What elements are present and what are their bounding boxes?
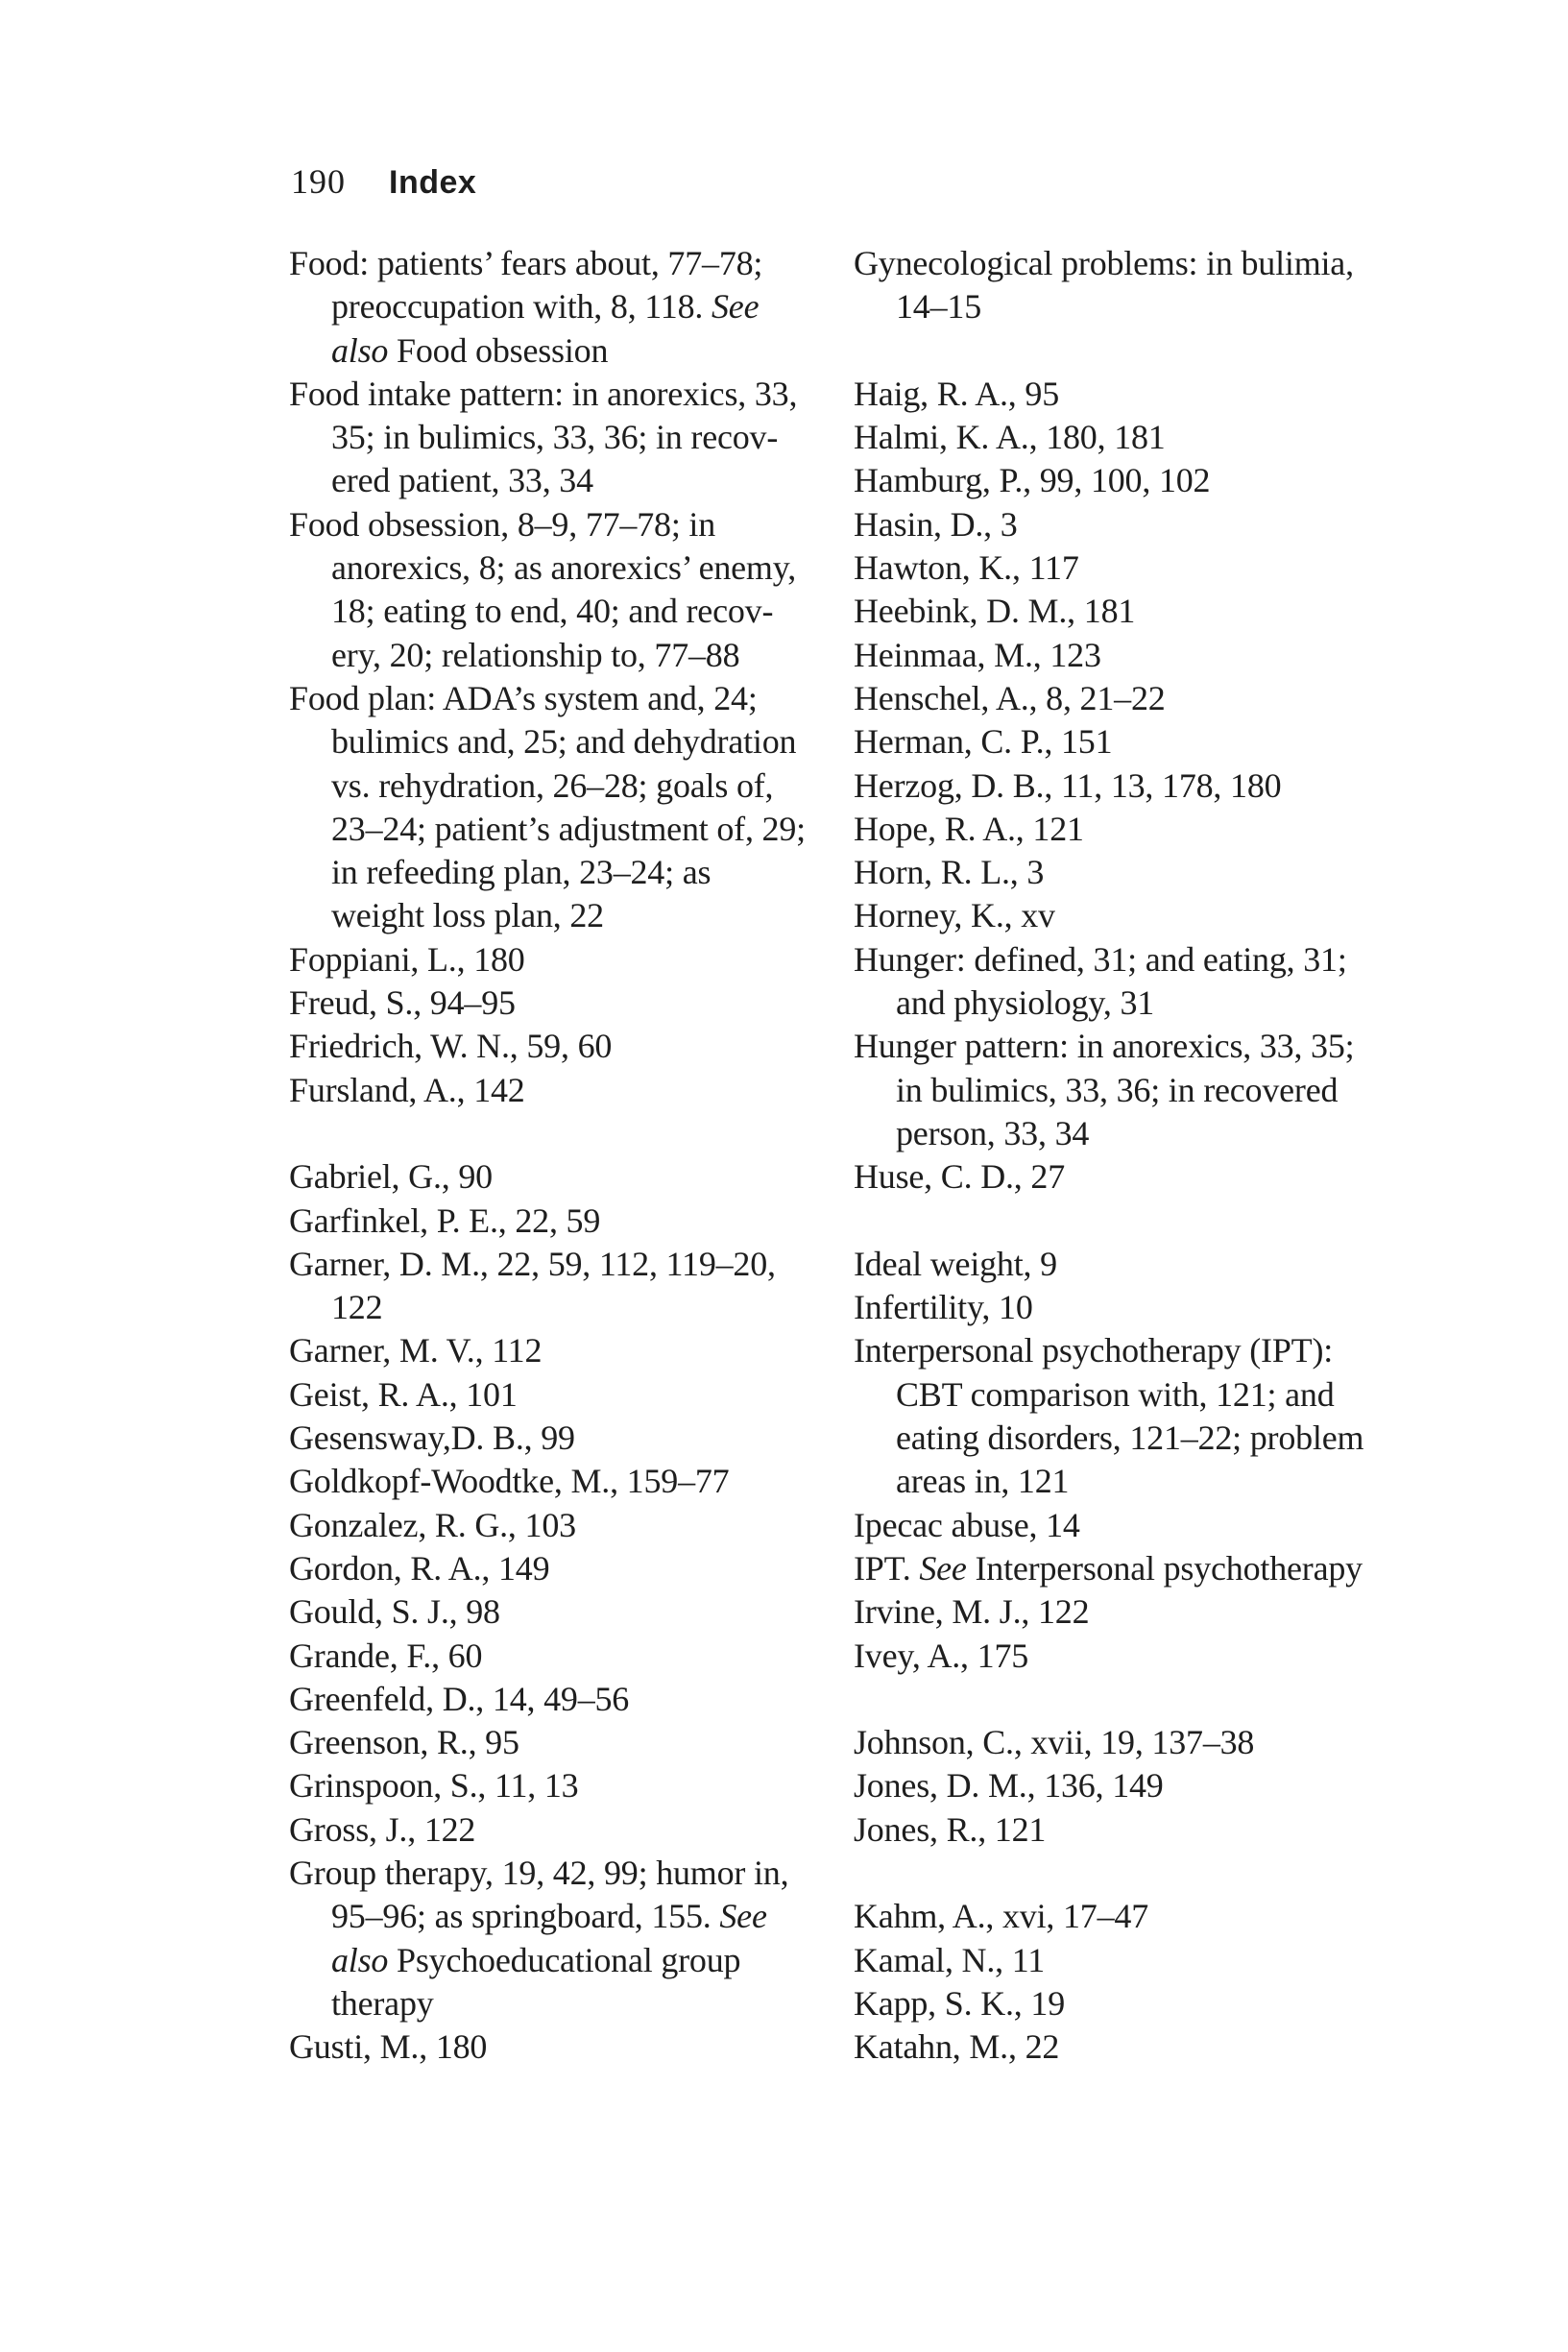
index-line [854, 1895, 1568, 1938]
index-text-run: 14–15 [896, 287, 982, 327]
index-text-run: Gusti, M., 180 [289, 2027, 488, 2067]
index-text-run: Kahm, A., xvi, 17–47 [854, 1897, 1148, 1936]
index-text-run: ered patient, 33, 34 [331, 461, 593, 500]
index-line [854, 808, 1568, 851]
index-text-run: in refeeding plan, 23–24; as [331, 853, 712, 892]
index-text-run: Halmi, K. A., 180, 181 [854, 418, 1166, 457]
index-line [854, 546, 1568, 590]
index-text-run: Hope, R. A., 121 [854, 809, 1084, 848]
index-text-run: Gonzalez, R. G., 103 [289, 1505, 576, 1544]
index-line [854, 1025, 1568, 1068]
index-text-run: Garfinkel, P. E., 22, 59 [289, 1200, 601, 1240]
index-text-run: Kamal, N., 11 [854, 1940, 1046, 1979]
index-text-run: ery, 20; relationship to, 77–88 [331, 635, 740, 674]
index-line [289, 2025, 852, 2069]
index-text-run: Horn, R. L., 3 [854, 853, 1045, 892]
index-text-run: Huse, C. D., 27 [854, 1157, 1065, 1197]
index-line [289, 1329, 852, 1372]
index-text-run: Interpersonal psychotherapy [966, 1548, 1363, 1588]
index-line [289, 1547, 852, 1590]
index-line [854, 242, 1568, 285]
index-line [289, 1721, 852, 1764]
index-text-run: Food obsession, 8–9, 77–78; in [289, 504, 716, 544]
index-line [289, 1504, 852, 1547]
index-text-run: bulimics and, 25; and dehydration [331, 722, 797, 762]
index-text-run: Ivey, A., 175 [854, 1636, 1029, 1675]
index-text-run: Hawton, K., 117 [854, 548, 1079, 588]
index-line [289, 764, 852, 808]
index-text-run: Psychoeducational group [388, 1940, 741, 1979]
index-column-left [289, 242, 852, 2069]
index-text-run: Food plan: ADA’s system and, 24; [289, 678, 758, 717]
index-text-run: 122 [331, 1288, 383, 1327]
index-line [289, 1635, 852, 1678]
index-line [854, 1417, 1568, 1460]
index-text-run: Gynecological problems: in bulimia, [854, 244, 1354, 282]
index-text-run: Irvine, M. J., 122 [854, 1592, 1090, 1632]
index-line [854, 1982, 1568, 2025]
index-text-run: Foppiani, L., 180 [289, 939, 525, 979]
index-text-run: therapy [331, 1983, 434, 2023]
index-text-run: IPT. [854, 1548, 920, 1588]
index-text-run: Hunger: defined, 31; and eating, 31; [854, 939, 1347, 979]
index-text-run: anorexics, 8; as anorexics’ enemy, [331, 548, 796, 588]
index-text-run: and physiology, 31 [896, 983, 1155, 1023]
index-text-run: Fursland, A., 142 [289, 1070, 525, 1109]
section-title: Index [389, 164, 477, 201]
index-text-run: Jones, R., 121 [854, 1809, 1047, 1849]
index-line [289, 1373, 852, 1417]
index-line [854, 1286, 1568, 1329]
index-text-run: Food intake pattern: in anorexics, 33, [289, 374, 798, 413]
index-text-run: Friedrich, W. N., 59, 60 [289, 1027, 613, 1066]
index-text-run: 35; in bulimics, 33, 36; in recov- [331, 418, 779, 457]
index-text-run: Freud, S., 94–95 [289, 983, 516, 1023]
index-text-run: Gesensway,D. B., 99 [289, 1418, 575, 1458]
index-text-run: Interpersonal psychotherapy (IPT): [854, 1331, 1334, 1370]
index-text-run: preoccupation with, 8, 118. [331, 287, 712, 327]
index-line [854, 416, 1568, 459]
index-line [854, 1460, 1568, 1503]
index-line [854, 634, 1568, 677]
index-line [289, 1590, 852, 1634]
index-line [289, 285, 852, 328]
index-line [289, 329, 852, 373]
index-line [854, 590, 1568, 633]
cross-reference-text: See [919, 1548, 967, 1588]
index-line [854, 1547, 1568, 1590]
index-line [854, 459, 1568, 502]
index-text-run: person, 33, 34 [896, 1113, 1090, 1152]
index-line [289, 546, 852, 590]
index-text-run: Greenfeld, D., 14, 49–56 [289, 1679, 630, 1718]
index-text-run: Greenson, R., 95 [289, 1723, 519, 1762]
index-line [289, 982, 852, 1025]
index-line [289, 1895, 852, 1938]
cross-reference-text: also [331, 330, 389, 370]
index-line [854, 938, 1568, 982]
index-line [289, 590, 852, 633]
index-line [854, 1939, 1568, 1982]
index-text-run: Henschel, A., 8, 21–22 [854, 678, 1166, 717]
index-line [854, 285, 1568, 328]
index-text-run: Kapp, S. K., 19 [854, 1983, 1065, 2023]
index-line [289, 1939, 852, 1982]
index-line [854, 894, 1568, 937]
index-line [289, 1764, 852, 1807]
index-text-run: Hasin, D., 3 [854, 504, 1018, 544]
index-text-run: weight loss plan, 22 [331, 896, 604, 935]
index-text-run: Gross, J., 122 [289, 1809, 476, 1849]
index-line [289, 1678, 852, 1721]
index-line [854, 1764, 1568, 1807]
index-line [289, 720, 852, 764]
index-line [854, 503, 1568, 546]
index-text-run: Ipecac abuse, 14 [854, 1505, 1080, 1544]
index-line [289, 1286, 852, 1329]
index-line [289, 1069, 852, 1112]
index-text-run: Heinmaa, M., 123 [854, 635, 1101, 674]
index-line [854, 1373, 1568, 1417]
index-line [289, 1460, 852, 1503]
index-line [289, 1417, 852, 1460]
index-line [854, 1590, 1568, 1634]
index-line [289, 242, 852, 285]
index-text-run: Gabriel, G., 90 [289, 1157, 493, 1197]
index-text-run: Johnson, C., xvii, 19, 137–38 [854, 1723, 1255, 1762]
index-line [289, 503, 852, 546]
index-line [289, 1808, 852, 1852]
index-line-blank [289, 1112, 852, 1155]
index-text-run: Haig, R. A., 95 [854, 374, 1060, 413]
index-line [854, 764, 1568, 808]
cross-reference-text: See [719, 1897, 767, 1936]
index-text-run: Katahn, M., 22 [854, 2027, 1060, 2067]
index-text-run: Food obsession [388, 330, 609, 370]
cross-reference-text: See [711, 287, 760, 327]
index-line-blank [854, 1200, 1568, 1243]
index-line [854, 1329, 1568, 1372]
index-line [854, 1721, 1568, 1764]
index-line [854, 1808, 1568, 1852]
index-text-run: 18; eating to end, 40; and recov- [331, 592, 774, 631]
index-text-run: Herman, C. P., 151 [854, 722, 1113, 762]
index-line [854, 982, 1568, 1025]
index-line [289, 938, 852, 982]
index-text-run: Ideal weight, 9 [854, 1244, 1057, 1283]
index-line-blank [854, 1678, 1568, 1721]
index-line [289, 677, 852, 720]
index-text-run: Geist, R. A., 101 [289, 1374, 518, 1414]
index-line [854, 851, 1568, 894]
index-line-blank [854, 329, 1568, 373]
index-text-run: 95–96; as springboard, 155. [331, 1897, 720, 1936]
index-text-run: Garner, D. M., 22, 59, 112, 119–20, [289, 1244, 776, 1283]
index-line [854, 1504, 1568, 1547]
index-line-blank [854, 1852, 1568, 1895]
index-text-run: in bulimics, 33, 36; in recovered [896, 1070, 1339, 1109]
index-line [854, 677, 1568, 720]
index-text-run: Heebink, D. M., 181 [854, 592, 1136, 631]
index-text-run: Garner, M. V., 112 [289, 1331, 543, 1370]
index-line [289, 459, 852, 502]
index-text-run: Jones, D. M., 136, 149 [854, 1766, 1164, 1806]
index-text-run: Infertility, 10 [854, 1288, 1033, 1327]
index-text-run: vs. rehydration, 26–28; goals of, [331, 765, 774, 805]
index-line [289, 416, 852, 459]
index-line [854, 1112, 1568, 1155]
index-line [289, 1852, 852, 1895]
index-line [289, 851, 852, 894]
index-line [854, 1155, 1568, 1199]
index-text-run: Group therapy, 19, 42, 99; humor in, [289, 1853, 789, 1892]
page-number: 190 [291, 162, 346, 201]
index-text-run: CBT comparison with, 121; and [896, 1374, 1335, 1414]
index-line [289, 634, 852, 677]
index-text-run: eating disorders, 121–22; problem [896, 1418, 1364, 1458]
index-line [854, 1635, 1568, 1678]
index-text-run: Horney, K., xv [854, 896, 1055, 935]
index-text-run: Hamburg, P., 99, 100, 102 [854, 461, 1211, 500]
index-text-run: Grinspoon, S., 11, 13 [289, 1766, 579, 1806]
index-text-run: Gould, S. J., 98 [289, 1592, 500, 1632]
index-line [854, 1243, 1568, 1286]
index-text-run: Gordon, R. A., 149 [289, 1548, 550, 1588]
index-column-right [854, 242, 1568, 2069]
index-line [854, 2025, 1568, 2069]
index-line [854, 720, 1568, 764]
index-text-run: Food: patients’ fears about, 77–78; [289, 244, 763, 282]
index-line [289, 1243, 852, 1286]
index-line [289, 808, 852, 851]
index-text-run: Grande, F., 60 [289, 1636, 483, 1675]
cross-reference-text: also [331, 1940, 389, 1979]
index-line [289, 1155, 852, 1199]
running-head [291, 163, 476, 207]
index-line [854, 373, 1568, 416]
index-line [854, 1069, 1568, 1112]
index-text-run: Goldkopf-Woodtke, M., 159–77 [289, 1462, 730, 1501]
index-text-run: Herzog, D. B., 11, 13, 178, 180 [854, 765, 1282, 805]
index-line [289, 1200, 852, 1243]
index-text-run: 23–24; patient’s adjustment of, 29; [331, 809, 806, 848]
index-line [289, 894, 852, 937]
index-line [289, 1025, 852, 1068]
index-line [289, 373, 852, 416]
index-line [289, 1982, 852, 2025]
index-text-run: Hunger pattern: in anorexics, 33, 35; [854, 1027, 1355, 1066]
index-text-run: areas in, 121 [896, 1462, 1070, 1501]
